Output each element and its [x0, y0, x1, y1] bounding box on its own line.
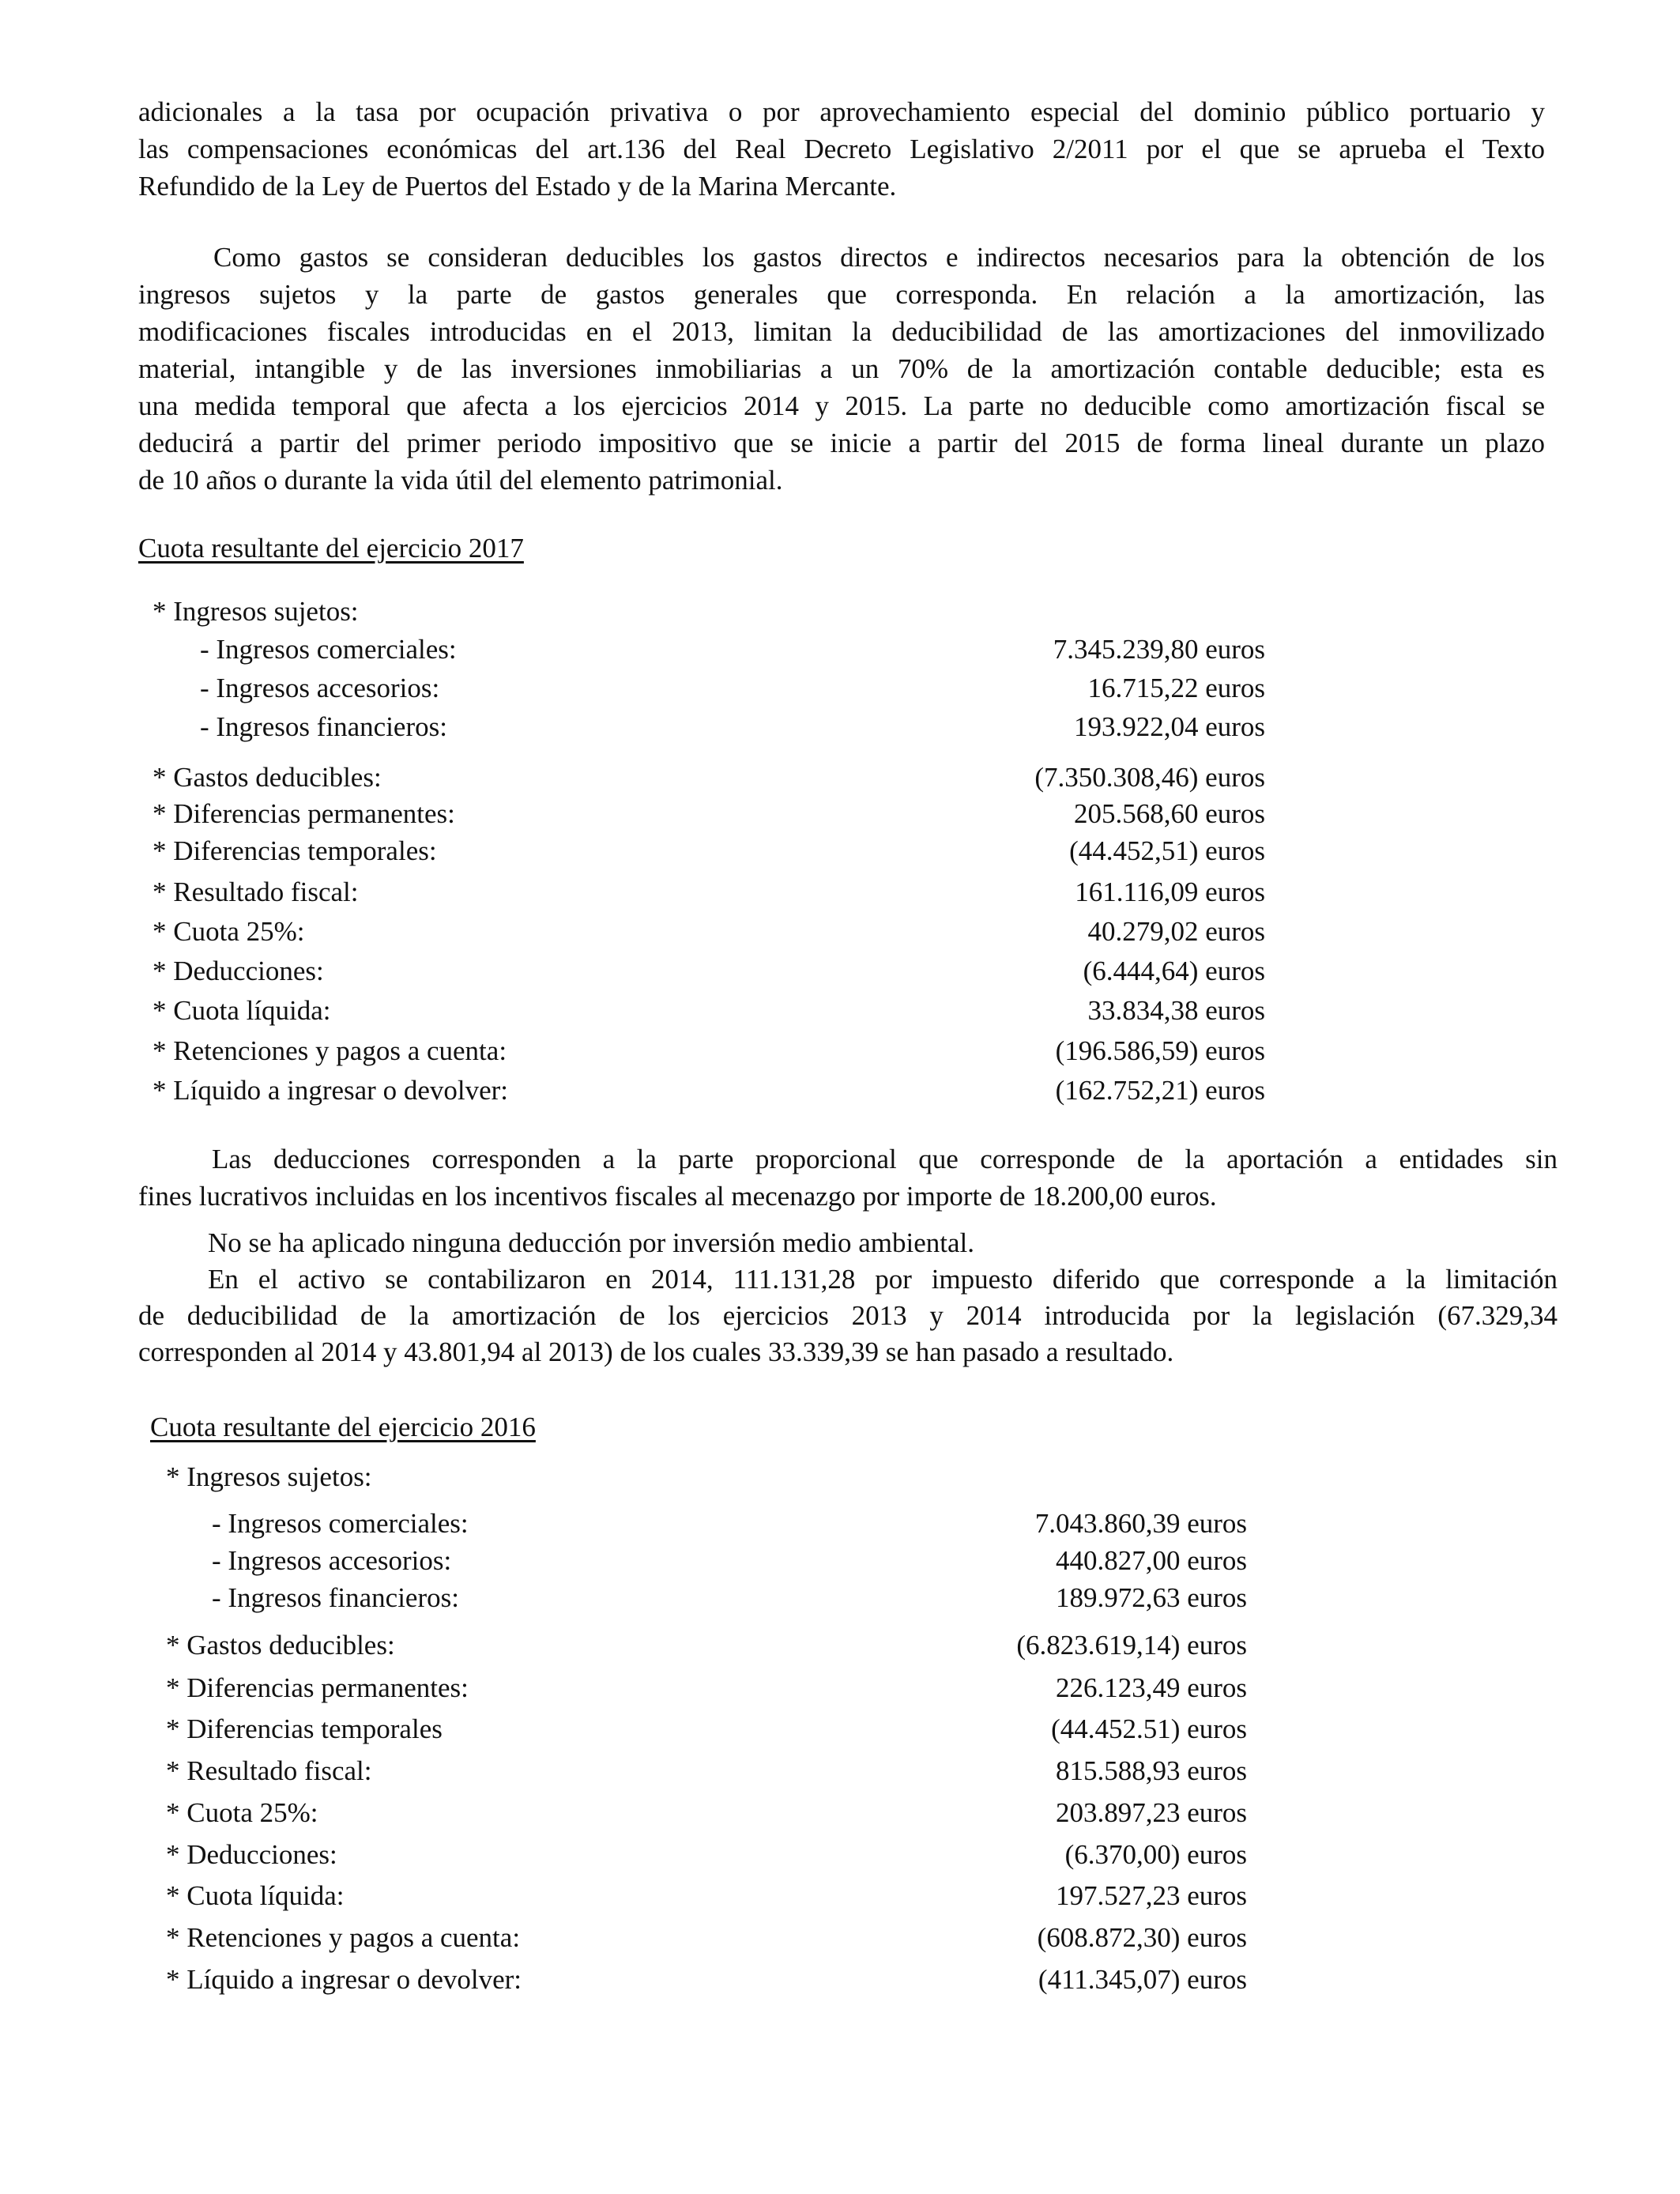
row-label: * Cuota 25%: [166, 1797, 318, 1828]
row-label: * Diferencias temporales [166, 1713, 443, 1744]
row-label: * Deducciones: [166, 1839, 337, 1870]
text-line: No se ha aplicado ninguna deducción por inversión medio ambiental. [208, 1227, 975, 1258]
text-line: Refundido de la Ley de Puertos del Estado y de la Marina Mercante. [138, 171, 897, 202]
table-row [153, 594, 1265, 629]
row-label: * Retenciones y pagos a cuenta: [166, 1922, 521, 1953]
row-label: * Diferencias permanentes: [153, 798, 455, 829]
row-value: 161.116,09 euros [1075, 876, 1265, 907]
table-row [153, 1073, 1265, 1108]
row-label: * Retenciones y pagos a cuenta: [153, 1035, 507, 1066]
gastos-paragraph [138, 239, 1545, 499]
row-label: * Cuota 25%: [153, 916, 305, 947]
text-line: En el activo se contabilizaron en 2014, 111.131,28 por impuesto diferido que corresponde a la limitación [208, 1264, 1558, 1295]
row-value: 189.972,63 euros [1055, 1582, 1247, 1613]
row-label: - Ingresos comerciales: [200, 634, 457, 665]
table-row [166, 1879, 1247, 1913]
row-label: * Ingresos sujetos: [153, 596, 359, 627]
row-label: * Líquido a ingresar o devolver: [153, 1075, 509, 1106]
row-label: * Resultado fiscal: [166, 1755, 372, 1786]
row-value: 440.827,00 euros [1055, 1545, 1247, 1576]
row-value: (44.452,51) euros [1069, 835, 1265, 866]
text-line: de 10 años o durante la vida útil del elemento patrimonial. [138, 465, 783, 496]
text-line: de deducibilidad de la amortización de los ejercicios 2013 y 2014 introducida por la legislación (67.329,34 [138, 1300, 1558, 1331]
row-value: (44.452.51) euros [1051, 1713, 1247, 1744]
cuota-2017-heading: Cuota resultante del ejercicio 2017 [138, 533, 524, 564]
row-value: 815.588,93 euros [1055, 1755, 1247, 1786]
cuota-2016-heading: Cuota resultante del ejercicio 2016 [150, 1412, 536, 1442]
row-value: 7.345.239,80 euros [1053, 634, 1265, 665]
text-line: las compensaciones económicas del art.136 del Real Decreto Legislativo 2/2011 por el que se aprueba el Texto [138, 134, 1545, 164]
table-row [166, 1838, 1247, 1872]
row-label: * Gastos deducibles: [166, 1630, 395, 1661]
table-row [153, 760, 1265, 795]
row-label: - Ingresos financieros: [200, 711, 447, 742]
table-row [153, 834, 1265, 869]
medio-ambiental-paragraph [138, 1225, 1558, 1370]
table-row [153, 1034, 1265, 1069]
table-row [166, 1962, 1247, 1997]
table-row [212, 1506, 1247, 1541]
row-value: 16.715,22 euros [1087, 673, 1265, 703]
row-label: * Diferencias temporales: [153, 835, 437, 866]
table-row [153, 797, 1265, 831]
row-label: * Ingresos sujetos: [166, 1461, 372, 1492]
table-row [153, 875, 1265, 910]
text-line: adicionales a la tasa por ocupación privativa o por aprovechamiento especial del dominio público portuario y [138, 96, 1545, 127]
table-row [200, 710, 1265, 745]
row-label: * Diferencias permanentes: [166, 1672, 469, 1703]
text-line: ingresos sujetos y la parte de gastos generales que corresponda. En relación a la amortización, las [138, 279, 1545, 310]
intro-paragraph [138, 93, 1545, 205]
row-value: 33.834,38 euros [1087, 995, 1265, 1026]
deducciones-paragraph [138, 1140, 1558, 1215]
text-line: Como gastos se consideran deducibles los gastos directos e indirectos necesarios para la obtención de los [213, 242, 1545, 273]
text-line: deducirá a partir del primer periodo impositivo que se inicie a partir del 2015 de forma lineal durante un plazo [138, 428, 1545, 458]
table-row [200, 671, 1265, 706]
row-value: (411.345,07) euros [1038, 1964, 1247, 1995]
text-line: corresponden al 2014 y 43.801,94 al 2013) de los cuales 33.339,39 se han pasado a resultado. [138, 1336, 1174, 1367]
text-line: una medida temporal que afecta a los ejercicios 2014 y 2015. La parte no deducible como amortización fiscal se [138, 390, 1545, 421]
table-row [166, 1712, 1247, 1747]
text-line: Las deducciones corresponden a la parte proporcional que corresponde de la aportación a entidades sin [212, 1144, 1558, 1174]
text-line: fines lucrativos incluidas en los incentivos fiscales al mecenazgo por importe de 18.200,00 euros. [138, 1181, 1217, 1212]
table-row [166, 1754, 1247, 1789]
row-label: - Ingresos comerciales: [212, 1508, 469, 1539]
row-label: * Líquido a ingresar o devolver: [166, 1964, 522, 1995]
row-value: 193.922,04 euros [1073, 711, 1265, 742]
table-row [200, 632, 1265, 667]
text-line: material, intangible y de las inversiones inmobiliarias a un 70% de la amortización contable deducible; esta es [138, 353, 1545, 384]
row-label: * Resultado fiscal: [153, 876, 359, 907]
row-label: - Ingresos accesorios: [212, 1545, 452, 1576]
row-label: - Ingresos financieros: [212, 1582, 459, 1613]
table-row [153, 993, 1265, 1028]
table-row [153, 954, 1265, 989]
row-value: (6.444,64) euros [1083, 956, 1265, 986]
row-value: 7.043.860,39 euros [1034, 1508, 1247, 1539]
row-label: * Gastos deducibles: [153, 762, 382, 793]
row-value: (6.823.619,14) euros [1016, 1630, 1247, 1661]
row-value: (162.752,21) euros [1055, 1075, 1265, 1106]
text-line: modificaciones fiscales introducidas en el 2013, limitan la deducibilidad de las amortizaciones del inmovilizado [138, 316, 1545, 347]
row-value: 197.527,23 euros [1055, 1880, 1247, 1911]
table-row [166, 1460, 1247, 1495]
row-label: * Cuota líquida: [153, 995, 331, 1026]
row-label: * Cuota líquida: [166, 1880, 345, 1911]
row-value: (608.872,30) euros [1037, 1922, 1247, 1953]
table-row [212, 1581, 1247, 1615]
row-value: 40.279,02 euros [1087, 916, 1265, 947]
table-row [166, 1921, 1247, 1955]
row-value: (196.586,59) euros [1055, 1035, 1265, 1066]
row-label: - Ingresos accesorios: [200, 673, 440, 703]
table-row [212, 1544, 1247, 1578]
row-value: (6.370,00) euros [1064, 1839, 1247, 1870]
table-row [166, 1671, 1247, 1706]
row-value: (7.350.308,46) euros [1034, 762, 1265, 793]
row-label: * Deducciones: [153, 956, 324, 986]
table-row [166, 1628, 1247, 1663]
table-row [166, 1796, 1247, 1830]
row-value: 226.123,49 euros [1055, 1672, 1247, 1703]
table-row [153, 914, 1265, 949]
row-value: 205.568,60 euros [1073, 798, 1265, 829]
row-value: 203.897,23 euros [1055, 1797, 1247, 1828]
